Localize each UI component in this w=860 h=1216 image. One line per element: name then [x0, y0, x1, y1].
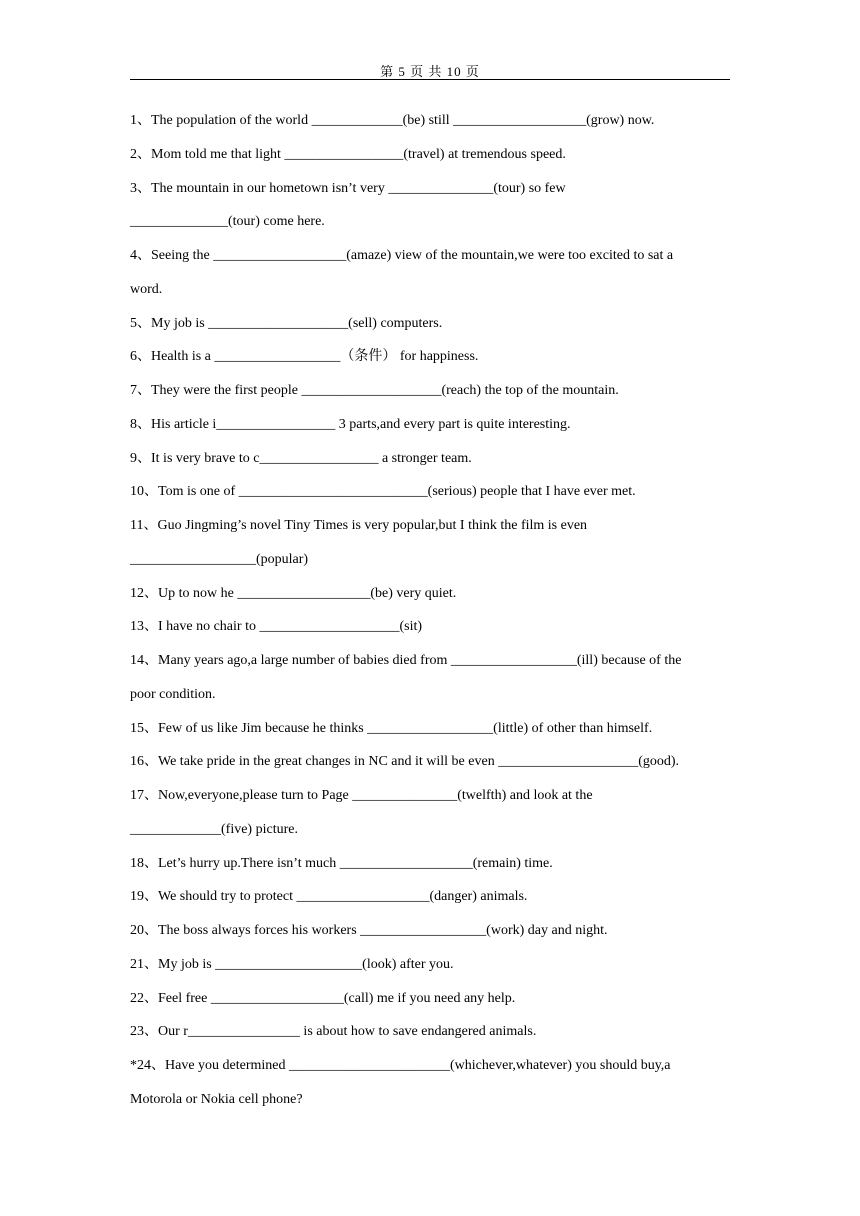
exercise-line-14-cont: poor condition.	[130, 686, 216, 702]
exercise-list	[130, 109, 730, 1122]
exercise-line-3-cont: ______________(tour) come here.	[130, 214, 325, 230]
exercise-line-17-cont: _____________(five) picture.	[130, 821, 298, 837]
exercise-line-14: 14、Many years ago,a large number of babies died from __________________(ill) because of the	[130, 653, 682, 668]
exercise-line-4-cont: word.	[130, 281, 163, 297]
exercise-line-8: 8、His article i_________________ 3 parts,and every part is quite interesting.	[130, 416, 571, 432]
page-number-header: 第 5 页 共 10 页	[380, 64, 480, 79]
exercise-line-16: 16、We take pride in the great changes in NC and it will be even ____________________(good).	[130, 754, 680, 770]
header-divider	[130, 79, 730, 80]
exercise-line-24: *24、Have you determined _______________________(whichever,whatever) you should buy,a	[130, 1058, 671, 1073]
exercise-line-20: 20、The boss always forces his workers __________________(work) day and night.	[130, 923, 608, 938]
exercise-line-3: 3、The mountain in our hometown isn’t very _______________(tour) so few	[130, 180, 566, 196]
exercise-line-1: 1、The population of the world _____________(be) still ___________________(grow) now.	[130, 113, 655, 128]
exercise-line-18: 18、Let’s hurry up.There isn’t much ___________________(remain) time.	[130, 855, 553, 871]
exercise-line-21: 21、My job is _____________________(look) after you.	[130, 956, 454, 972]
exercise-line-12: 12、Up to now he ___________________(be) very quiet.	[130, 585, 457, 601]
exercise-line-15: 15、Few of us like Jim because he thinks __________________(little) of other than himself.	[130, 720, 653, 736]
exercise-line-10: 10、Tom is one of ___________________________(serious) people that I have ever met.	[130, 484, 636, 500]
exercise-line-13: 13、I have no chair to ____________________(sit)	[130, 619, 423, 635]
exercise-line-6: 6、Health is a __________________（条件） for happiness.	[130, 349, 479, 365]
exercise-line-5: 5、My job is ____________________(sell) computers.	[130, 315, 443, 331]
exercise-line-24-cont: Motorola or Nokia cell phone?	[130, 1091, 303, 1107]
exercise-line-9: 9、It is very brave to c_________________ a stronger team.	[130, 450, 472, 466]
exercise-line-11-cont: __________________(popular)	[130, 551, 309, 567]
exercise-line-4: 4、Seeing the ___________________(amaze) view of the mountain,we were too excited to sat a	[130, 248, 674, 263]
exercise-line-17: 17、Now,everyone,please turn to Page _______________(twelfth) and look at the	[130, 788, 593, 803]
exercise-line-7: 7、They were the first people ____________________(reach) the top of the mountain.	[130, 383, 619, 398]
exercise-line-22: 22、Feel free ___________________(call) me if you need any help.	[130, 990, 516, 1006]
exercise-line-2: 2、Mom told me that light _________________(travel) at tremendous speed.	[130, 146, 566, 162]
exercise-line-23: 23、Our r________________ is about how to save endangered animals.	[130, 1024, 537, 1040]
exercise-line-19: 19、We should try to protect ___________________(danger) animals.	[130, 889, 528, 905]
exercise-line-11: 11、Guo Jingming’s novel Tiny Times is very popular,but I think the film is even	[130, 518, 588, 533]
